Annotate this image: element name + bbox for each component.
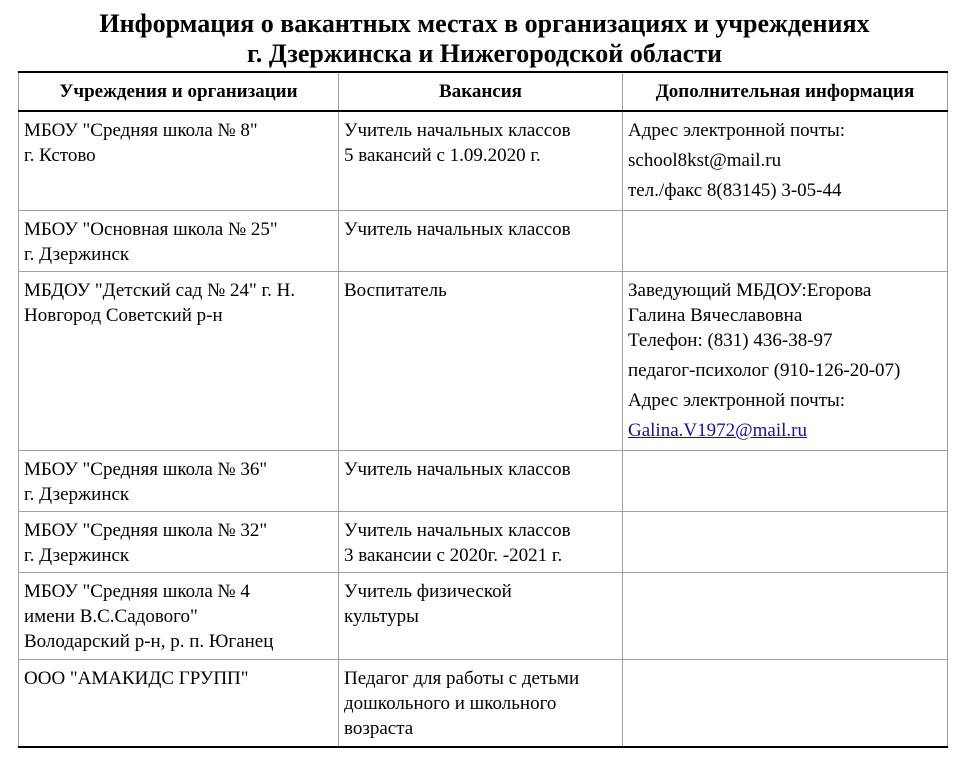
vacancy-cell bbox=[339, 512, 623, 573]
table-row bbox=[19, 451, 948, 512]
org-name: МБОУ "Средняя школа № 36" bbox=[24, 459, 268, 480]
psychologist-phone: педагог-психолог (910-126-20-07) bbox=[628, 360, 901, 381]
vacancy-title: Воспитатель bbox=[344, 280, 447, 301]
org-name: МБОУ "Средняя школа № 8" bbox=[24, 120, 258, 141]
header-additional-info: Дополнительная информация bbox=[623, 72, 948, 111]
org-cell bbox=[19, 111, 339, 211]
info-cell bbox=[623, 451, 948, 512]
org-cell bbox=[19, 451, 339, 512]
org-location: г. Дзержинск bbox=[24, 484, 130, 505]
org-name: МБДОУ "Детский сад № 24" г. Н. bbox=[24, 280, 296, 301]
table-row bbox=[19, 660, 948, 748]
org-location: г. Дзержинск bbox=[24, 545, 130, 566]
vacancy-cell bbox=[339, 111, 623, 211]
vacancy-cell bbox=[339, 573, 623, 660]
org-location: Володарский р-н, р. п. Юганец bbox=[24, 631, 274, 652]
vacancy-title: Учитель начальных классов bbox=[344, 120, 571, 141]
vacancy-title: Учитель начальных классов bbox=[344, 459, 571, 480]
phone: Телефон: (831) 436-38-97 bbox=[628, 330, 833, 351]
info-cell bbox=[623, 111, 948, 211]
table-row bbox=[19, 211, 948, 272]
email-label: Адрес электронной почты: bbox=[628, 120, 846, 141]
vacancy-title-cont: дошкольного и школьного bbox=[344, 693, 557, 714]
vacancy-title-cont: возраста bbox=[344, 718, 414, 739]
org-cell bbox=[19, 512, 339, 573]
table-row bbox=[19, 512, 948, 573]
head-label: Заведующий МБДОУ:Егорова bbox=[628, 280, 872, 301]
info-cell bbox=[623, 211, 948, 272]
vacancy-cell bbox=[339, 272, 623, 451]
vacancy-details: 3 вакансии с 2020г. -2021 г. bbox=[344, 545, 563, 566]
table-row bbox=[19, 573, 948, 660]
org-name: МБОУ "Средняя школа № 32" bbox=[24, 520, 268, 541]
email-address: school8kst@mail.ru bbox=[628, 150, 782, 171]
org-name: МБОУ "Средняя школа № 4 bbox=[24, 581, 250, 602]
vacancy-cell bbox=[339, 211, 623, 272]
email-link[interactable]: Galina.V1972@mail.ru bbox=[628, 420, 807, 441]
head-name: Галина Вячеславовна bbox=[628, 305, 803, 326]
vacancy-title: Учитель начальных классов bbox=[344, 219, 571, 240]
org-name: МБОУ "Основная школа № 25" bbox=[24, 219, 278, 240]
org-location: г. Дзержинск bbox=[24, 244, 130, 265]
vacancy-title: Учитель начальных классов bbox=[344, 520, 571, 541]
vacancy-details: 5 вакансий с 1.09.2020 г. bbox=[344, 145, 541, 166]
document-title bbox=[0, 9, 969, 69]
org-cell bbox=[19, 660, 339, 748]
org-cell bbox=[19, 211, 339, 272]
vacancy-title-cont: культуры bbox=[344, 606, 419, 627]
table-header-row bbox=[19, 72, 948, 111]
org-name-cont: имени В.С.Садового" bbox=[24, 606, 198, 627]
header-vacancy: Вакансия bbox=[339, 72, 623, 111]
info-cell bbox=[623, 272, 948, 451]
header-organizations: Учреждения и организации bbox=[19, 72, 339, 111]
info-cell bbox=[623, 512, 948, 573]
vacancy-title: Учитель физической bbox=[344, 581, 512, 602]
title-line-2: г. Дзержинска и Нижегородской области bbox=[247, 39, 722, 68]
vacancy-cell bbox=[339, 451, 623, 512]
org-location: Новгород Советский р-н bbox=[24, 305, 223, 326]
title-line-1: Информация о вакантных местах в организациях и учреждениях bbox=[99, 9, 870, 38]
table-row bbox=[19, 272, 948, 451]
info-cell bbox=[623, 660, 948, 748]
vacancy-cell bbox=[339, 660, 623, 748]
phone-fax: тел./факс 8(83145) 3-05-44 bbox=[628, 180, 842, 201]
table-row bbox=[19, 111, 948, 211]
vacancies-table bbox=[18, 71, 948, 748]
vacancy-title: Педагог для работы с детьми bbox=[344, 668, 580, 689]
org-cell bbox=[19, 573, 339, 660]
info-cell bbox=[623, 573, 948, 660]
org-location: г. Кстово bbox=[24, 145, 96, 166]
email-label: Адрес электронной почты: bbox=[628, 390, 846, 411]
org-cell bbox=[19, 272, 339, 451]
org-name: ООО "АМАКИДС ГРУПП" bbox=[24, 668, 249, 689]
